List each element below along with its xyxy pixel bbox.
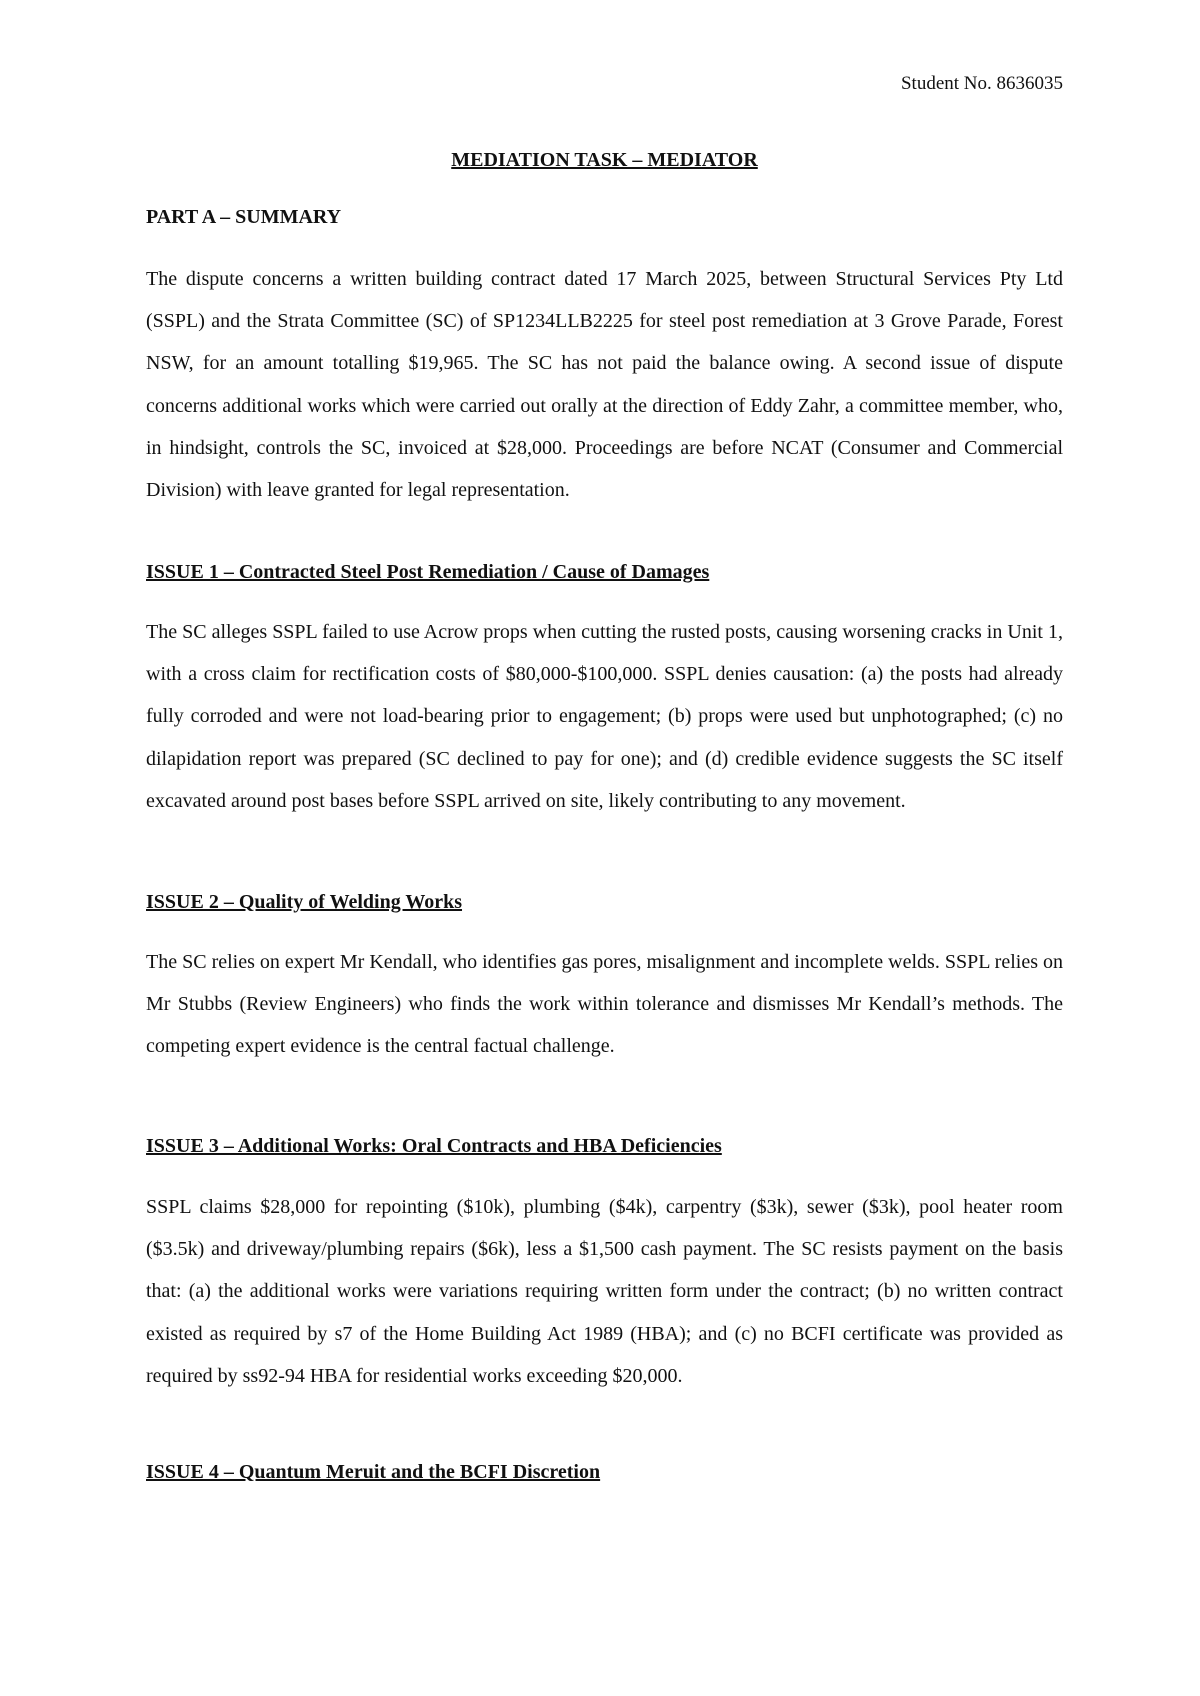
part-a-heading: PART A – SUMMARY — [146, 206, 342, 228]
summary-paragraph: The dispute concerns a written building contract dated 17 March 2025, between Structural Services Pty Ltd (SSPL) and the Strata Committee (SC) of SP1234LLB2225 for steel post remediation at 3 Grove Parade, Forest NSW, for an amount totalling $19,965. The SC has not paid the balance owing. A second issue of dispute concerns additional works which were carried out orally at the direction of Eddy Zahr, a committee member, who, in hindsight, controls the SC, invoiced at $28,000. Proceedings are before NCAT (Consumer and Commercial Division) with leave granted for legal representation. — [146, 268, 1063, 502]
issue-4-heading: ISSUE 4 – Quantum Meruit and the BCFI Discretion — [146, 1461, 601, 1483]
issue-2-heading: ISSUE 2 – Quality of Welding Works — [146, 891, 463, 913]
issue-1-heading: ISSUE 1 – Contracted Steel Post Remediation / Cause of Damages — [146, 561, 710, 583]
student-number: Student No. 8636035 — [900, 73, 1063, 94]
issue-1-paragraph: The SC alleges SSPL failed to use Acrow props when cutting the rusted posts, causing worsening cracks in Unit 1, with a cross claim for rectification costs of $80,000-$100,000. SSPL denies causation: (a) the posts had already fully corroded and were not load-bearing prior to engagement; (b) props were used but unphotographed; (c) no dilapidation report was prepared (SC declined to pay for one); and (d) credible evidence suggests the SC itself excavated around post bases before SSPL arrived on site, likely contributing to any movement. — [146, 621, 1063, 812]
issue-3-heading: ISSUE 3 – Additional Works: Oral Contracts and HBA Deficiencies — [146, 1135, 722, 1157]
issue-3-paragraph: SSPL claims $28,000 for repointing ($10k), plumbing ($4k), carpentry ($3k), sewer ($3k), pool heater room ($3.5k) and driveway/plumbing repairs ($6k), less a $1,500 cash payment. The SC resists payment on the basis that: (a) the additional works were variations requiring written form under the contract; (b) no written contract existed as required by s7 of the Home Building Act 1989 (HBA); and (c) no BCFI certificate was provided as required by ss92-94 HBA for residential works exceeding $20,000. — [146, 1196, 1063, 1387]
document-title: MEDIATION TASK – MEDIATOR — [451, 149, 758, 171]
issue-2-paragraph: The SC relies on expert Mr Kendall, who identifies gas pores, misalignment and incomplete welds. SSPL relies on Mr Stubbs (Review Engineers) who finds the work within tolerance and dismisses Mr Kendall’s methods. The competing expert evidence is the central factual challenge. — [146, 951, 1063, 1058]
